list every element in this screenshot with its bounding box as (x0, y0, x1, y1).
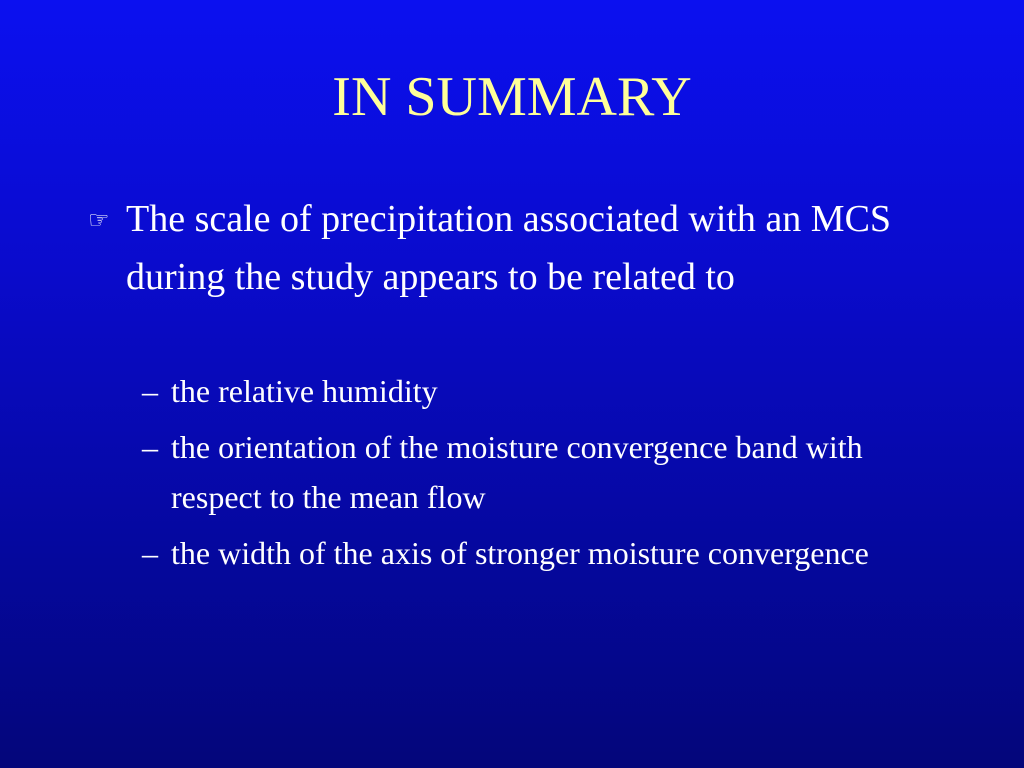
dash-marker: – (142, 429, 158, 465)
sub-bullet-item (142, 422, 922, 522)
main-bullet (88, 190, 948, 306)
sub-bullet-item (142, 528, 922, 578)
sub-bullet-list (142, 366, 922, 584)
sub-bullet-item (142, 366, 922, 416)
slide-title: IN SUMMARY (332, 66, 692, 128)
sub-bullet-text: the orientation of the moisture convergence band with respect to the mean flow (171, 429, 863, 515)
dash-marker: – (142, 373, 158, 409)
main-bullet-text: The scale of precipitation associated with an MCS during the study appears to be related to (126, 198, 892, 298)
sub-bullet-text: the width of the axis of stronger moisture convergence (171, 535, 869, 571)
pointing-hand-icon: ☞ (88, 208, 110, 234)
dash-marker: – (142, 535, 158, 571)
sub-bullet-text: the relative humidity (171, 373, 438, 409)
